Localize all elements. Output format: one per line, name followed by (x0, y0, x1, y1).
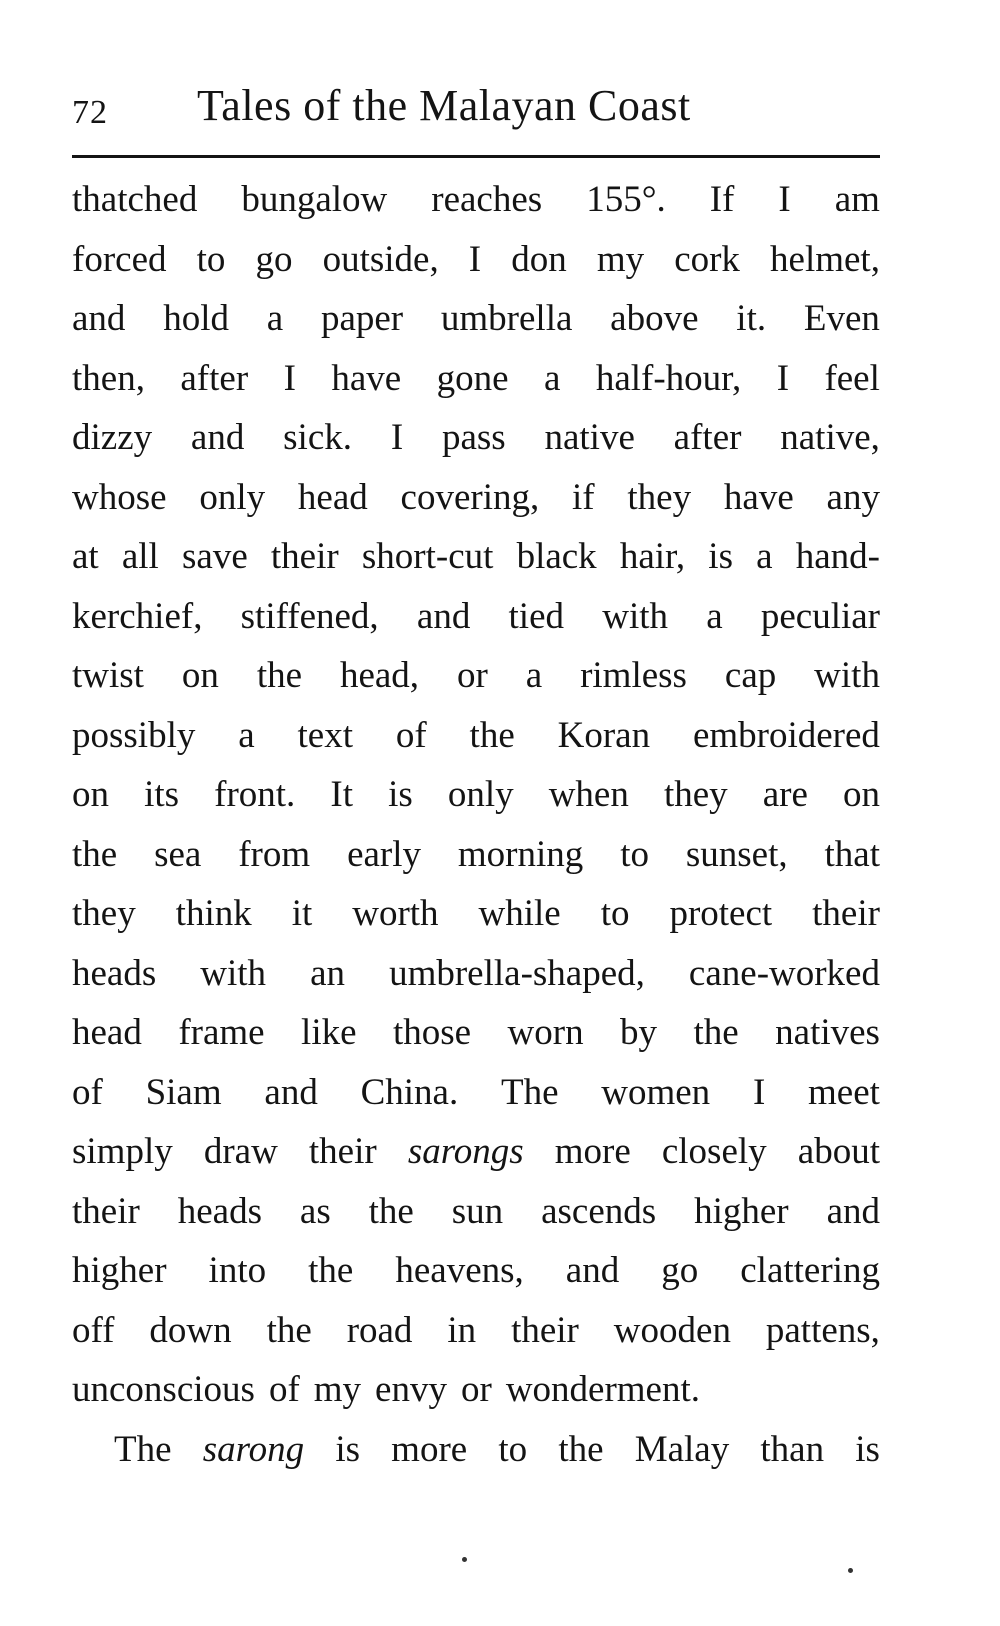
text-line: heads with an umbrella-shaped, cane-worked (72, 952, 880, 994)
text-line: off down the road in their wooden pattens, (72, 1309, 880, 1351)
page-number: 72 (72, 94, 108, 131)
text-line: on its front. It is only when they are on (72, 774, 880, 815)
running-head (72, 80, 880, 140)
text-line: higher into the heavens, and go clattering (72, 1250, 880, 1291)
text-line: of Siam and China. The women I meet (72, 1071, 880, 1113)
text-line: The sarong is more to the Malay than is (114, 1428, 880, 1470)
text-line: simply draw their sarongs more closely about (72, 1131, 880, 1172)
text-line: and hold a paper umbrella above it. Even (72, 298, 880, 339)
print-speck (462, 1557, 467, 1562)
text-line: unconscious of my envy or wonderment. (72, 1369, 701, 1410)
text-line: the sea from early morning to sunset, that (72, 833, 880, 875)
text-line: dizzy and sick. I pass native after native, (72, 417, 880, 458)
text-line: at all save their short-cut black hair, is a hand- (72, 536, 880, 577)
text-line: possibly a text of the Koran embroidered (72, 714, 880, 756)
text-line: whose only head covering, if they have any (72, 476, 880, 518)
text-line: thatched bungalow reaches 155°. If I am (72, 179, 880, 220)
text-line: their heads as the sun ascends higher and (72, 1190, 880, 1232)
running-title: Tales of the Malayan Coast (197, 81, 691, 130)
print-speck (848, 1568, 853, 1573)
text-line: twist on the head, or a rimless cap with (72, 655, 880, 696)
text-line: they think it worth while to protect their (72, 893, 880, 934)
text-line: then, after I have gone a half-hour, I feel (72, 357, 880, 399)
header-rule (72, 155, 880, 158)
body-text (72, 170, 880, 1479)
text-line: head frame like those worn by the natives (72, 1012, 880, 1053)
text-line: kerchief, stiffened, and tied with a peculiar (72, 595, 880, 637)
text-line: forced to go outside, I don my cork helmet, (72, 238, 880, 280)
